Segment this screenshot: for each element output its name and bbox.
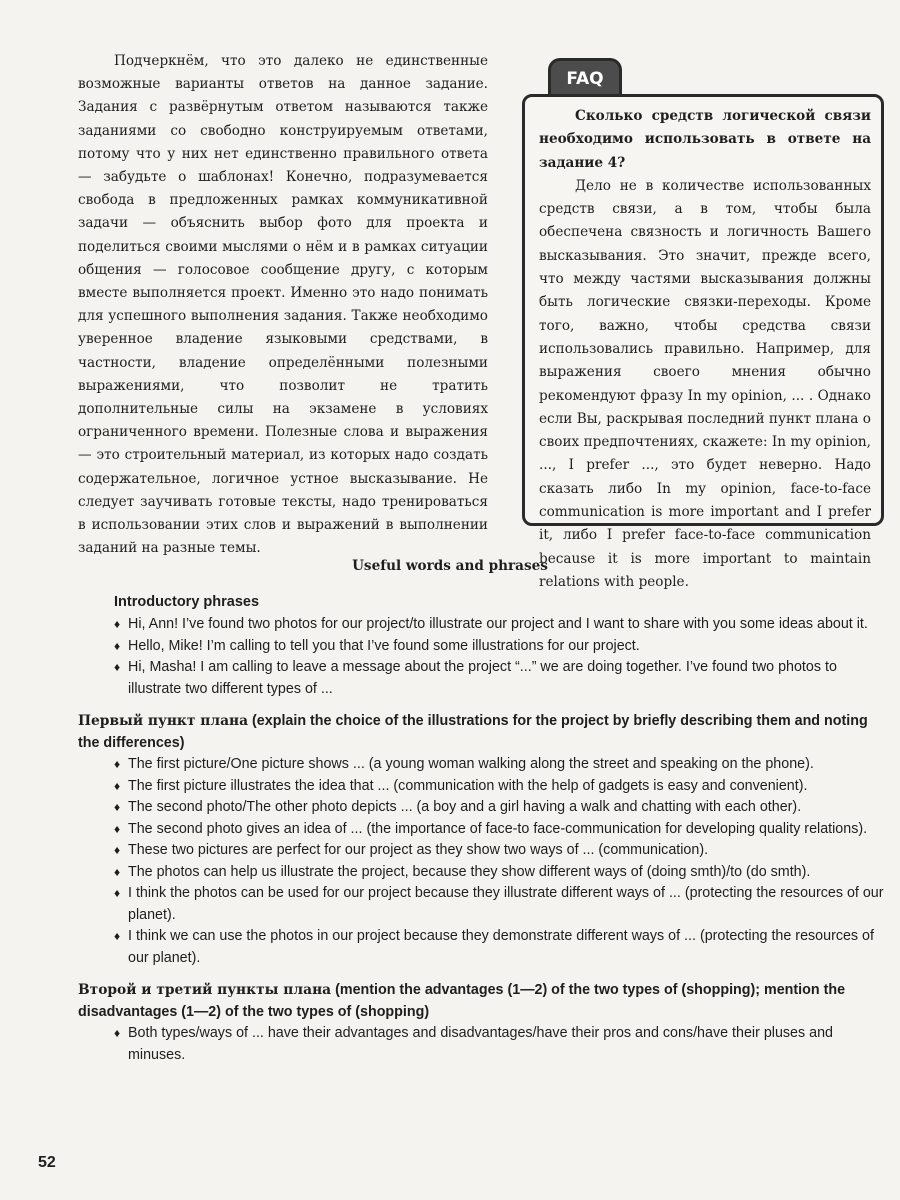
diamond-bullet-icon: ♦: [114, 886, 121, 900]
list-item: [78, 754, 890, 776]
diamond-bullet-icon: ♦: [114, 617, 121, 631]
first-point-list: [78, 754, 890, 969]
faq-question: Сколько средств логической связи необходимо использовать в ответе на задание 4?: [539, 108, 871, 171]
intro-phrases-heading: Introductory phrases: [114, 594, 260, 610]
list-item-text: The first picture illustrates the idea that ... (communication with the help of gadgets is easy and convenient).: [128, 777, 808, 794]
list-item-text: I think we can use the photos in our project because they demonstrate different ways of ... (protecting the resources of our planet).: [128, 928, 874, 966]
diamond-bullet-icon: ♦: [114, 864, 121, 879]
list-item-text: These two pictures are perfect for our project as they show two ways of ... (communication).: [128, 842, 709, 858]
list-item: [78, 1023, 890, 1066]
first-point-heading: Первый пункт плана (explain the choice of the illustrations for the project by briefly describing them and noting the differences): [78, 713, 868, 751]
list-item: [78, 862, 890, 884]
diamond-bullet-icon: ♦: [114, 800, 121, 814]
list-item: [78, 614, 890, 636]
list-item: [78, 657, 890, 700]
faq-answer: Дело не в количестве использованных средств связи, а в том, чтобы была обеспечена связность и логичность Вашего высказывания. Это значит, прежде всего, что между частями высказывания должны быть логические связки-переходы. Кроме того, важно, чтобы средства связи использовались правильно. Например, для выражения своего мнения обычно рекомендуют фразу In my opinion, ... . Однако если Вы, раскрывая последний пункт плана о своих предпочтениях, скажете: In my opinion, ..., I prefer ..., это будет неверно. Надо сказать либо In my opinion, face-to-face communication is more important and I prefer it, либо I prefer face-to-face communication because it is more important to maintain relations with people.: [539, 177, 871, 590]
diamond-bullet-icon: ♦: [114, 660, 121, 674]
list-item: [78, 883, 890, 926]
list-item-text: Hello, Mike! I’m calling to tell you that I’ve found some illustrations for our project.: [128, 637, 640, 654]
page-number: 52: [38, 1154, 56, 1171]
list-item-text: Hi, Masha! I am calling to leave a message about the project “...” we are doing together. I’ve found two photos to illustrate two different types of ...: [128, 659, 837, 697]
second-point-list: [78, 1023, 890, 1066]
list-item: [78, 840, 890, 862]
list-item-text: The first picture/One picture shows ... (a young woman walking along the street and speaking on the phone).: [128, 756, 814, 772]
phrases-sections: [78, 592, 890, 1066]
list-item: [78, 926, 890, 969]
list-item-text: I think the photos can be used for our project because they illustrate different ways of ... (protecting the resources of our planet).: [128, 885, 884, 923]
diamond-bullet-icon: ♦: [114, 821, 121, 836]
faq-tab: FAQ: [548, 58, 622, 96]
list-item: [78, 636, 890, 658]
list-item-text: Both types/ways of ... have their advantages and disadvantages/have their pros and cons/have their pluses and minuses.: [128, 1025, 833, 1063]
list-item: [78, 819, 890, 841]
list-item: [78, 797, 890, 819]
list-item-text: The second photo gives an idea of ... (the importance of face-to face-communication for developing quality relations).: [128, 820, 868, 837]
diamond-bullet-icon: ♦: [114, 757, 121, 771]
list-item: [78, 776, 890, 798]
list-item-text: The second photo/The other photo depicts ... (a boy and a girl having a walk and chatting with each other).: [128, 799, 802, 815]
intro-phrases-list: [78, 614, 890, 700]
diamond-bullet-icon: ♦: [114, 929, 121, 943]
list-item-text: The photos can help us illustrate the project, because they show different ways of (doing smth)/to (do smth).: [128, 863, 811, 880]
diamond-bullet-icon: ♦: [114, 638, 121, 653]
intro-paragraph: Подчеркнём, что это далеко не единственные возможные варианты ответов на данное задание. Задания с развёрнутым ответом называются также заданиями со свободно конструируемым ответами, потому что у них нет единственно правильного ответа — забудьте о шаблонах! Конечно, подразумевается свобода в предложенных рамках коммуникативной задачи — объяснить выбор фото для проекта и поделиться своими мыслями о нём и в рамках ситуации общения — голосовое сообщение другу, с которым вместе выполняется проект. Именно это надо понимать для успешного выполнения задания. Также необходимо уверенное владение языковыми средствами, в частности, владение определёнными полезными выражениями, что позволит не тратить дополнительные силы на экзамене в условиях ограниченного времени. Полезные слова и выражения — это строительный материал, из которых надо создать содержательное, логичное устное высказывание. Не следует заучивать готовые тексты, надо тренироваться в использовании этих слов и выражений в выполнении заданий на разные темы.: [78, 53, 488, 557]
diamond-bullet-icon: ♦: [114, 843, 121, 857]
diamond-bullet-icon: ♦: [114, 1026, 121, 1040]
diamond-bullet-icon: ♦: [114, 778, 121, 793]
second-point-heading: Второй и третий пункты плана (mention the advantages (1—2) of the two types of (shopping); mention the disadvantages (1—2) of the two types of (shopping): [78, 982, 846, 1020]
faq-box: [522, 94, 884, 590]
list-item-text: Hi, Ann! I’ve found two photos for our project/to illustrate our project and I want to share with you some ideas about it.: [128, 616, 868, 632]
useful-phrases-title: Useful words and phrases: [352, 558, 548, 574]
